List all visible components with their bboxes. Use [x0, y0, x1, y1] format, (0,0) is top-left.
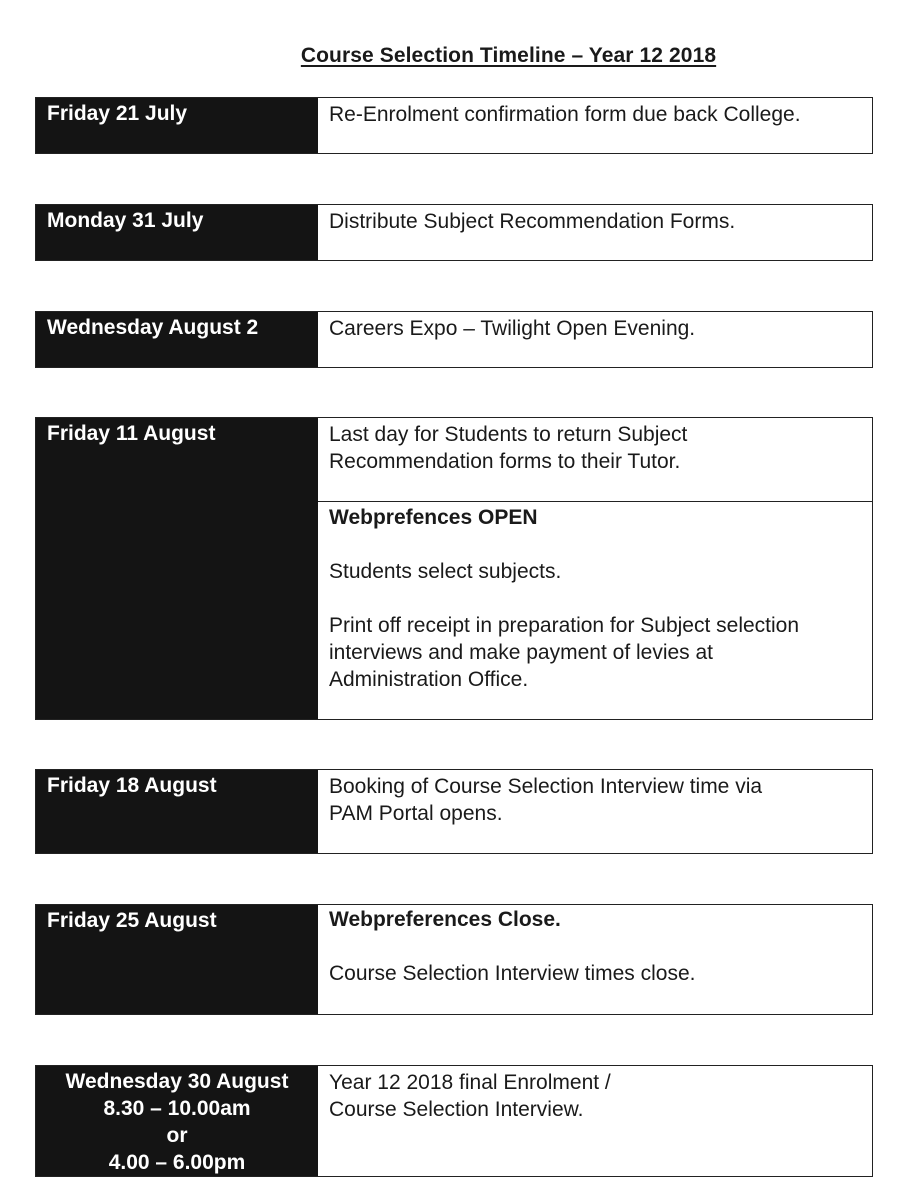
time-line: 8.30 – 10.00am	[103, 1097, 251, 1120]
date-cell: Friday 18 August	[36, 770, 318, 853]
date-cell: Monday 31 July	[36, 205, 318, 260]
description-cell: Distribute Subject Recommendation Forms.	[329, 210, 736, 233]
description-line: Recommendation forms to their Tutor.	[329, 450, 681, 473]
date-line: Wednesday 30 August	[65, 1070, 289, 1093]
section-heading: Webpreferences Close.	[329, 908, 561, 931]
description-column	[318, 770, 872, 853]
description-cell	[318, 905, 872, 987]
time-line: 4.00 – 6.00pm	[108, 1151, 246, 1174]
description-cell: Careers Expo – Twilight Open Evening.	[329, 317, 696, 340]
description-cell: Re-Enrolment confirmation form due back College.	[329, 103, 801, 126]
description-line: Booking of Course Selection Interview time via	[329, 775, 763, 798]
description-column	[318, 98, 872, 153]
description-cell	[318, 770, 872, 827]
description-line: Course Selection Interview.	[329, 1098, 584, 1121]
description-cell	[318, 501, 872, 719]
date-cell: Friday 11 August	[36, 418, 318, 719]
description-column	[318, 418, 872, 719]
paragraph-line: interviews and make payment of levies at	[329, 641, 714, 664]
timeline-row-7	[35, 1065, 873, 1177]
paragraph	[329, 612, 862, 693]
description-column	[318, 905, 872, 1014]
paragraph-line: Print off receipt in preparation for Subject selection	[329, 614, 800, 637]
timeline-row-4	[35, 417, 873, 720]
date-cell: Friday 21 July	[36, 98, 318, 153]
section-heading: Webprefences OPEN	[329, 506, 538, 529]
description-line: Last day for Students to return Subject	[329, 423, 688, 446]
paragraph: Course Selection Interview times close.	[329, 962, 696, 985]
description-cell	[318, 1066, 872, 1123]
timeline-row-5	[35, 769, 873, 854]
timeline-row-6	[35, 904, 873, 1015]
description-line: Year 12 2018 final Enrolment /	[329, 1071, 611, 1094]
description-line: PAM Portal opens.	[329, 802, 503, 825]
page-title: Course Selection Timeline – Year 12 2018	[300, 44, 717, 67]
date-cell: Wednesday August 2	[36, 312, 318, 367]
paragraph: Students select subjects.	[329, 560, 562, 583]
timeline-row-3	[35, 311, 873, 368]
date-cell: Friday 25 August	[36, 905, 318, 1014]
description-column	[318, 205, 872, 260]
description-column	[318, 1066, 872, 1176]
or-line: or	[166, 1124, 188, 1147]
date-cell	[36, 1066, 318, 1176]
description-cell	[318, 418, 872, 501]
description-column	[318, 312, 872, 367]
paragraph-line: Administration Office.	[329, 668, 529, 691]
timeline-row-2	[35, 204, 873, 261]
timeline-row-1	[35, 97, 873, 154]
